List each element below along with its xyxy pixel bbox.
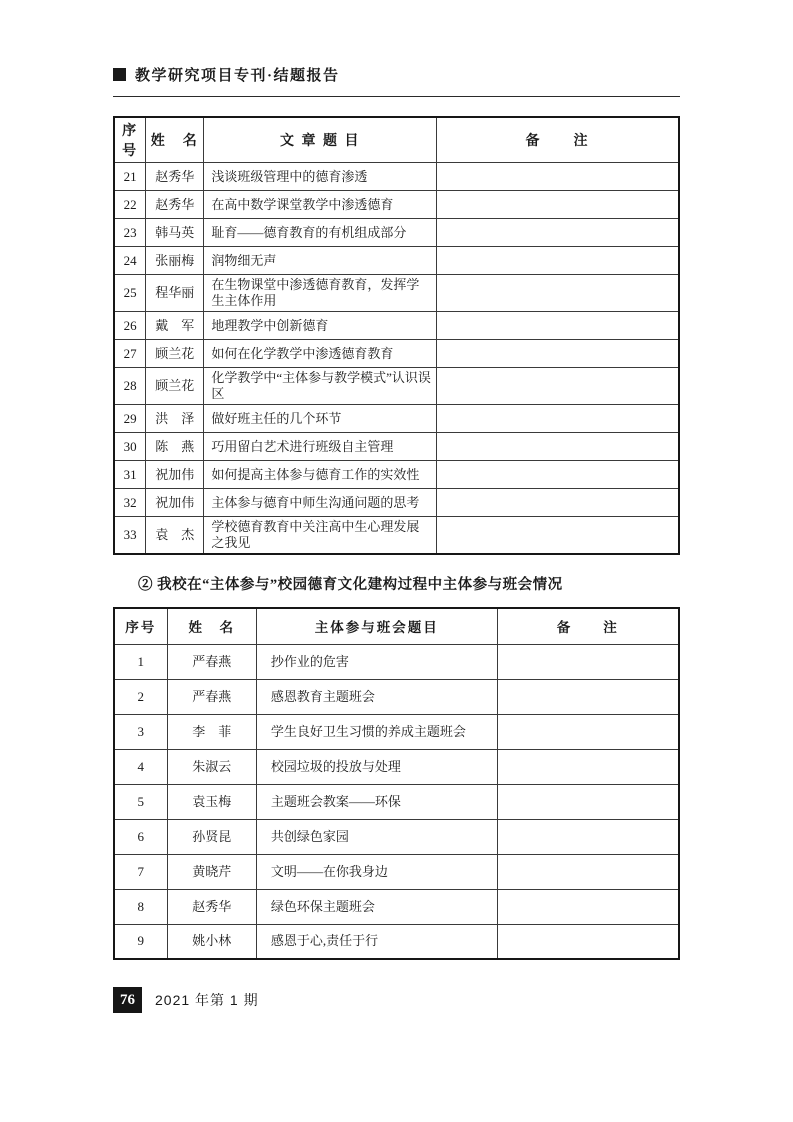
issue-label: 2021 年第 1 期 [155, 992, 259, 1008]
cell-no: 8 [114, 889, 167, 924]
cell-name: 祝加伟 [146, 489, 204, 517]
header-row [114, 608, 679, 644]
cell-name: 袁 杰 [146, 517, 204, 555]
cell-name: 严春燕 [167, 644, 256, 679]
cell-title: 如何在化学教学中渗透德育教育 [204, 340, 437, 368]
cell-title: 学生良好卫生习惯的养成主题班会 [256, 714, 497, 749]
class-meetings-table-head [114, 608, 679, 644]
cell-no: 21 [114, 163, 146, 191]
table-row [114, 854, 679, 889]
articles-table-body [114, 163, 679, 555]
cell-name: 黄晓芹 [167, 854, 256, 889]
cell-note [437, 312, 679, 340]
cell-title: 浅谈班级管理中的德育渗透 [204, 163, 437, 191]
cell-name: 孙贤昆 [167, 819, 256, 854]
cell-note [437, 191, 679, 219]
cell-name: 陈 燕 [146, 433, 204, 461]
cell-note [497, 679, 679, 714]
cell-title: 感恩教育主题班会 [256, 679, 497, 714]
cell-no: 24 [114, 247, 146, 275]
cell-note [497, 714, 679, 749]
table-row [114, 247, 679, 275]
cell-note [497, 819, 679, 854]
cell-title: 抄作业的危害 [256, 644, 497, 679]
cell-no: 33 [114, 517, 146, 555]
cell-title: 地理教学中创新德育 [204, 312, 437, 340]
cell-note [437, 433, 679, 461]
articles-table [113, 116, 680, 555]
cell-no: 22 [114, 191, 146, 219]
articles-table-head [114, 117, 679, 163]
cell-name: 顾兰花 [146, 368, 204, 405]
table-row [114, 714, 679, 749]
table-row [114, 312, 679, 340]
table-row [114, 889, 679, 924]
cell-title: 感恩于心,责任于行 [256, 924, 497, 959]
cell-note [437, 461, 679, 489]
col-header-note: 备 注 [437, 117, 679, 163]
table-row [114, 924, 679, 959]
class-meetings-table-body [114, 644, 679, 959]
cell-title: 做好班主任的几个环节 [204, 405, 437, 433]
cell-note [437, 340, 679, 368]
table-row [114, 163, 679, 191]
header-square-icon [113, 68, 126, 81]
cell-name: 顾兰花 [146, 340, 204, 368]
table-row [114, 819, 679, 854]
cell-name: 韩马英 [146, 219, 204, 247]
section-subtitle: ② 我校在“主体参与”校园德育文化建构过程中主体参与班会情况 [138, 577, 563, 593]
cell-title: 绿色环保主题班会 [256, 889, 497, 924]
table-row [114, 644, 679, 679]
col-header-title: 文 章 题 目 [204, 117, 437, 163]
cell-name: 祝加伟 [146, 461, 204, 489]
cell-note [497, 644, 679, 679]
cell-title: 在高中数学课堂教学中渗透德育 [204, 191, 437, 219]
col-header-no: 序号 [114, 608, 167, 644]
cell-note [497, 889, 679, 924]
cell-no: 32 [114, 489, 146, 517]
table-row [114, 489, 679, 517]
cell-name: 姚小林 [167, 924, 256, 959]
cell-no: 29 [114, 405, 146, 433]
cell-no: 7 [114, 854, 167, 889]
cell-title: 学校德育教育中关注高中生心理发展之我见 [204, 517, 437, 555]
table-row [114, 679, 679, 714]
header-title: 教学研究项目专刊·结题报告 [135, 68, 340, 84]
cell-no: 9 [114, 924, 167, 959]
cell-name: 李 菲 [167, 714, 256, 749]
cell-name: 赵秀华 [146, 191, 204, 219]
header-row [114, 117, 679, 163]
cell-title: 文明——在你我身边 [256, 854, 497, 889]
cell-note [437, 405, 679, 433]
col-header-no: 序号 [114, 117, 146, 163]
cell-no: 6 [114, 819, 167, 854]
cell-name: 张丽梅 [146, 247, 204, 275]
table-row [114, 405, 679, 433]
cell-name: 洪 泽 [146, 405, 204, 433]
col-header-title: 主体参与班会题目 [256, 608, 497, 644]
cell-title: 如何提高主体参与德育工作的实效性 [204, 461, 437, 489]
table-row [114, 219, 679, 247]
cell-note [437, 489, 679, 517]
table-row [114, 340, 679, 368]
col-header-name: 姓 名 [146, 117, 204, 163]
cell-name: 程华丽 [146, 275, 204, 312]
cell-title: 巧用留白艺术进行班级自主管理 [204, 433, 437, 461]
cell-title: 共创绿色家园 [256, 819, 497, 854]
cell-no: 30 [114, 433, 146, 461]
table-row [114, 368, 679, 405]
cell-title: 化学教学中“主体参与教学模式”认识误区 [204, 368, 437, 405]
table-row [114, 275, 679, 312]
table-row [114, 461, 679, 489]
cell-no: 25 [114, 275, 146, 312]
cell-name: 赵秀华 [167, 889, 256, 924]
cell-name: 袁玉梅 [167, 784, 256, 819]
cell-no: 31 [114, 461, 146, 489]
document-header [113, 66, 680, 83]
table-row [114, 749, 679, 784]
cell-name: 朱淑云 [167, 749, 256, 784]
col-header-note: 备 注 [497, 608, 679, 644]
cell-note [437, 368, 679, 405]
cell-note [437, 163, 679, 191]
cell-name: 戴 军 [146, 312, 204, 340]
cell-note [437, 247, 679, 275]
cell-title: 耻育——德育教育的有机组成部分 [204, 219, 437, 247]
cell-no: 27 [114, 340, 146, 368]
cell-title: 在生物课堂中渗透德育教育，发挥学生主体作用 [204, 275, 437, 312]
page-number: 76 [113, 987, 142, 1013]
cell-title: 主体参与德育中师生沟通问题的思考 [204, 489, 437, 517]
table-row [114, 784, 679, 819]
cell-note [437, 275, 679, 312]
cell-no: 28 [114, 368, 146, 405]
header-rule [113, 96, 680, 97]
cell-note [497, 924, 679, 959]
cell-title: 主题班会教案——环保 [256, 784, 497, 819]
cell-no: 3 [114, 714, 167, 749]
cell-no: 26 [114, 312, 146, 340]
cell-title: 润物细无声 [204, 247, 437, 275]
cell-no: 23 [114, 219, 146, 247]
cell-name: 严春燕 [167, 679, 256, 714]
cell-note [497, 854, 679, 889]
cell-name: 赵秀华 [146, 163, 204, 191]
cell-no: 2 [114, 679, 167, 714]
cell-no: 5 [114, 784, 167, 819]
cell-note [497, 784, 679, 819]
class-meetings-table [113, 607, 680, 960]
col-header-name: 姓 名 [167, 608, 256, 644]
cell-title: 校园垃圾的投放与处理 [256, 749, 497, 784]
cell-no: 1 [114, 644, 167, 679]
page-footer [113, 987, 680, 1013]
table-row [114, 517, 679, 555]
cell-no: 4 [114, 749, 167, 784]
cell-note [437, 219, 679, 247]
cell-note [497, 749, 679, 784]
cell-note [437, 517, 679, 555]
table-row [114, 191, 679, 219]
table-row [114, 433, 679, 461]
